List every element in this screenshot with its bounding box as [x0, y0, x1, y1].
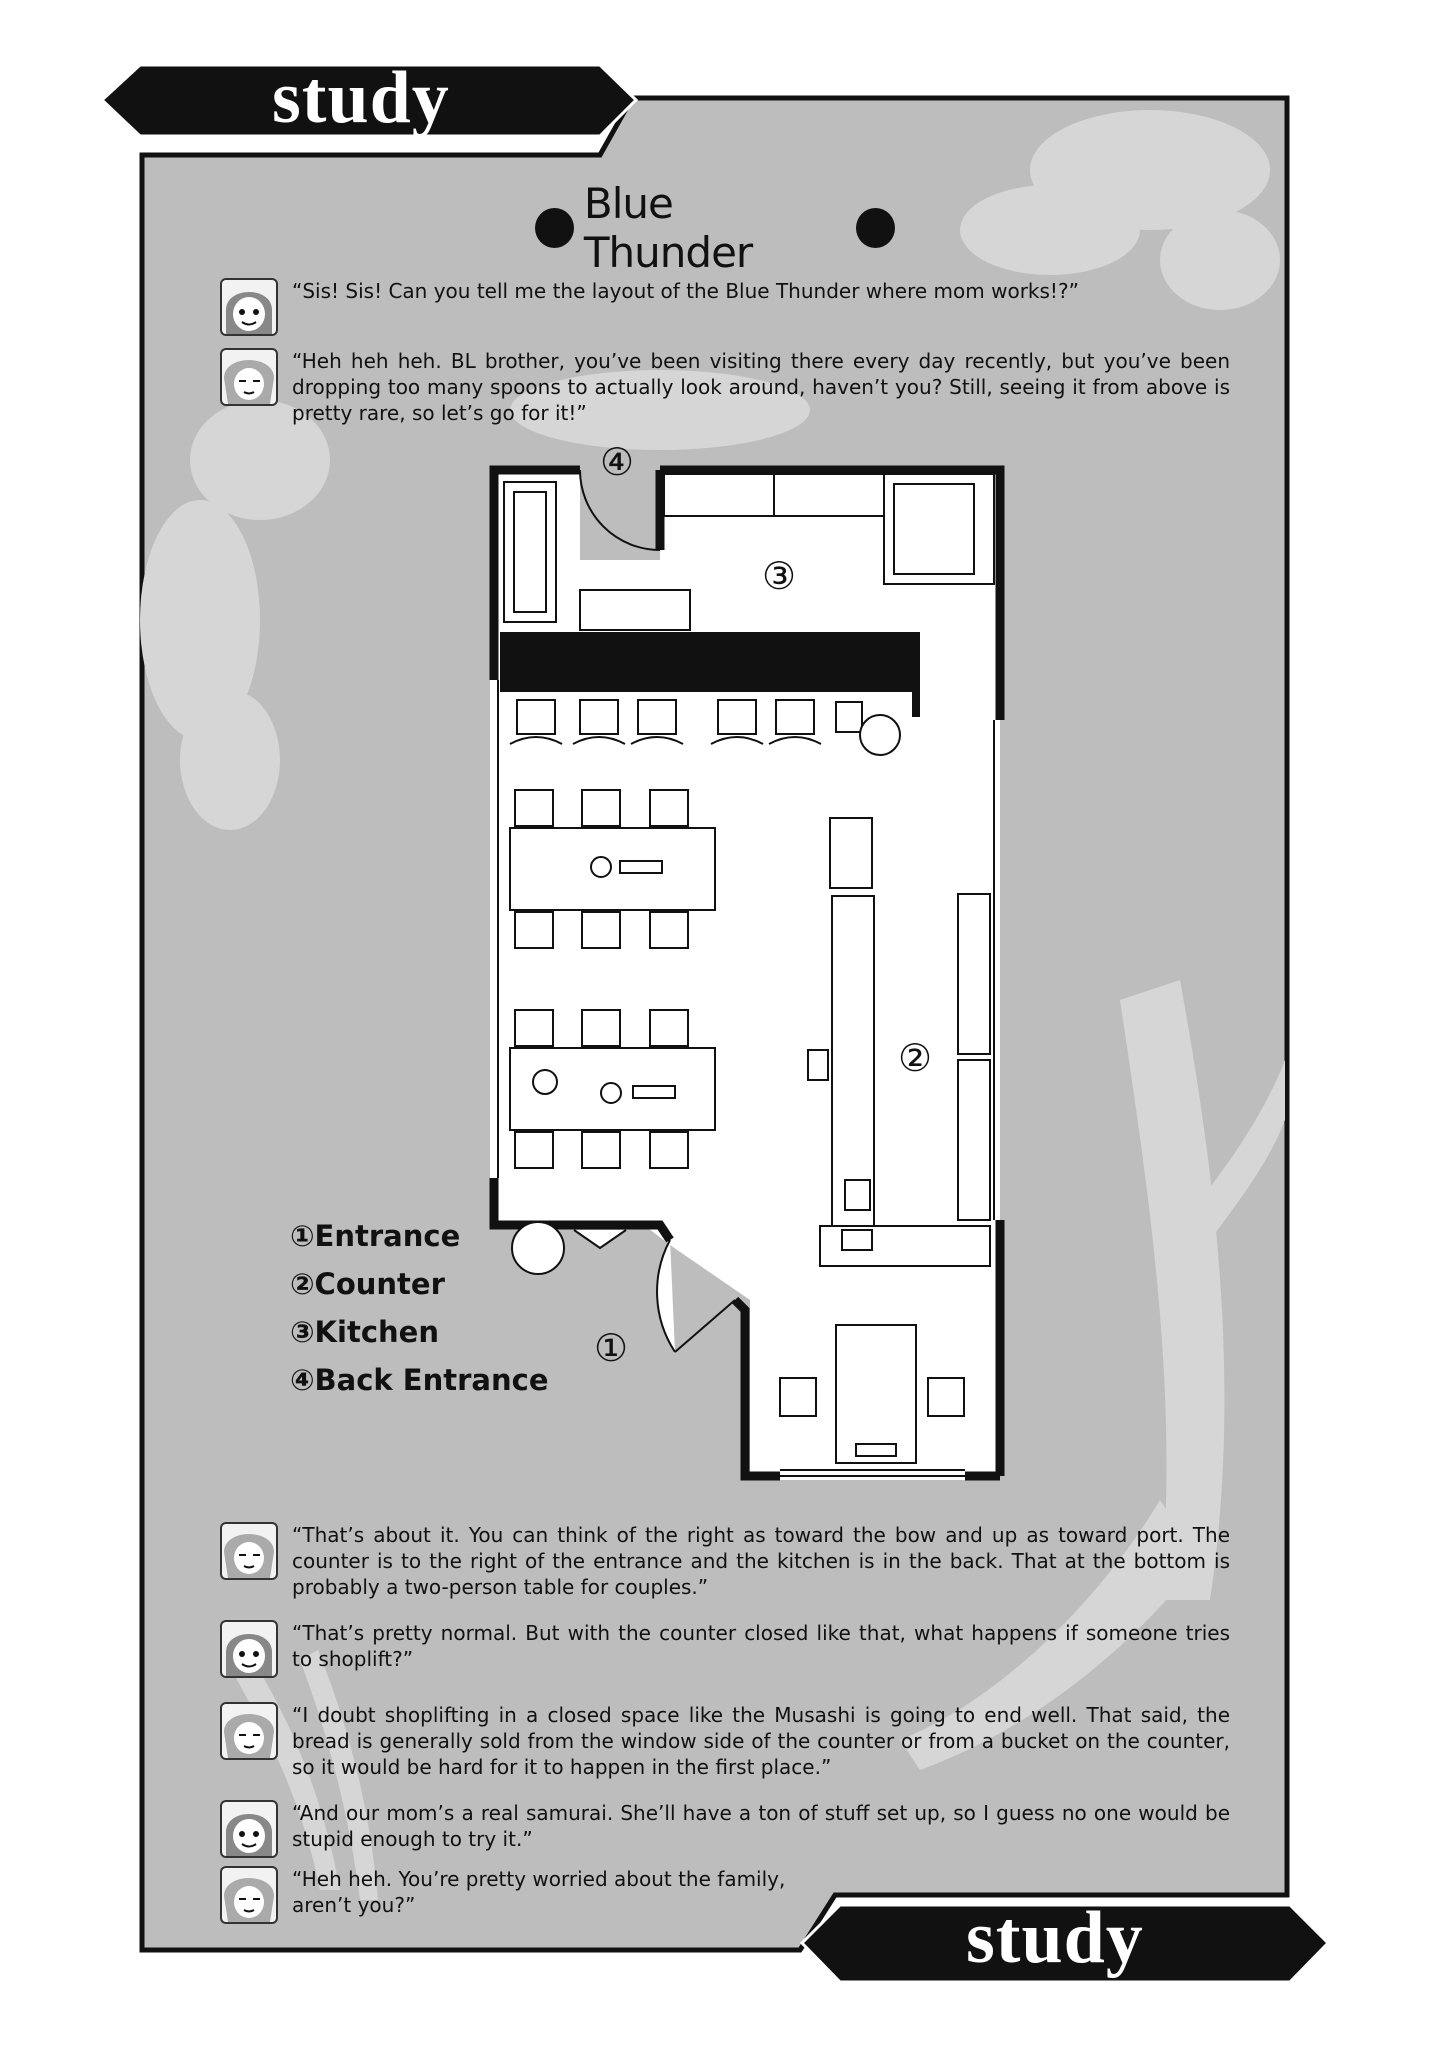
sister-avatar-icon	[220, 1620, 278, 1678]
floorplan-legend	[290, 1212, 549, 1404]
top-banner-label: study	[272, 57, 450, 139]
dialogue-text: “That’s pretty normal. But with the counter closed like that, what happens if someone tries to shoplift?”	[292, 1621, 1230, 1671]
dialogue-line	[220, 1866, 800, 1924]
kitchen-divider	[500, 632, 920, 692]
dialogue-text: “I doubt shoplifting in a closed space like the Musashi is going to end well. That said, the bread is generally sold from the window side of the counter or from a bucket on the counter, so it would be hard for it to happen in the first place.”	[292, 1703, 1230, 1779]
legend-item: ④Back Entrance	[290, 1363, 549, 1397]
legend-item: ①Entrance	[290, 1219, 461, 1253]
dialogue-text: “That’s about it. You can think of the right as toward the bow and up as toward port. The counter is to the right of the entrance and the kitchen is in the back. That at the bottom is probably a two-person table for couples.”	[292, 1523, 1230, 1599]
marker-entrance: ①	[594, 1326, 629, 1370]
sister-avatar-icon	[220, 1800, 278, 1858]
dialogue-text: “Heh heh heh. BL brother, you’ve been visiting there every day recently, but you’ve been dropping too many spoons to actually look around, haven’t you? Still, seeing it from above is pretty rare, so let’s go for it!”	[292, 349, 1230, 425]
marker-counter: ②	[898, 1036, 933, 1080]
brother-avatar-icon	[220, 1522, 278, 1580]
dialogue-line	[220, 1702, 1230, 1780]
dialogue-text: “Heh heh. You’re pretty worried about the family, aren’t you?”	[292, 1867, 786, 1917]
legend-item: ②Counter	[290, 1267, 445, 1301]
brother-avatar-icon	[220, 1866, 278, 1924]
dialogue-line	[220, 1620, 1230, 1678]
dialogue-text: “Sis! Sis! Can you tell me the layout of the Blue Thunder where mom works!?”	[292, 279, 1079, 303]
marker-kitchen: ③	[762, 554, 797, 598]
dialogue-text: “And our mom’s a real samurai. She’ll have a ton of stuff set up, so I guess no one would be stupid enough to try it.”	[292, 1801, 1230, 1851]
brother-avatar-icon	[220, 1702, 278, 1760]
dialogue-line	[220, 1800, 1230, 1858]
bottom-banner-label: study	[966, 1897, 1144, 1979]
legend-item: ③Kitchen	[290, 1315, 439, 1349]
section-title-text: Blue Thunder	[583, 179, 753, 277]
marker-back-entrance: ④	[600, 440, 635, 484]
plant-icon	[860, 715, 900, 755]
dialogue-line	[220, 1522, 1230, 1600]
